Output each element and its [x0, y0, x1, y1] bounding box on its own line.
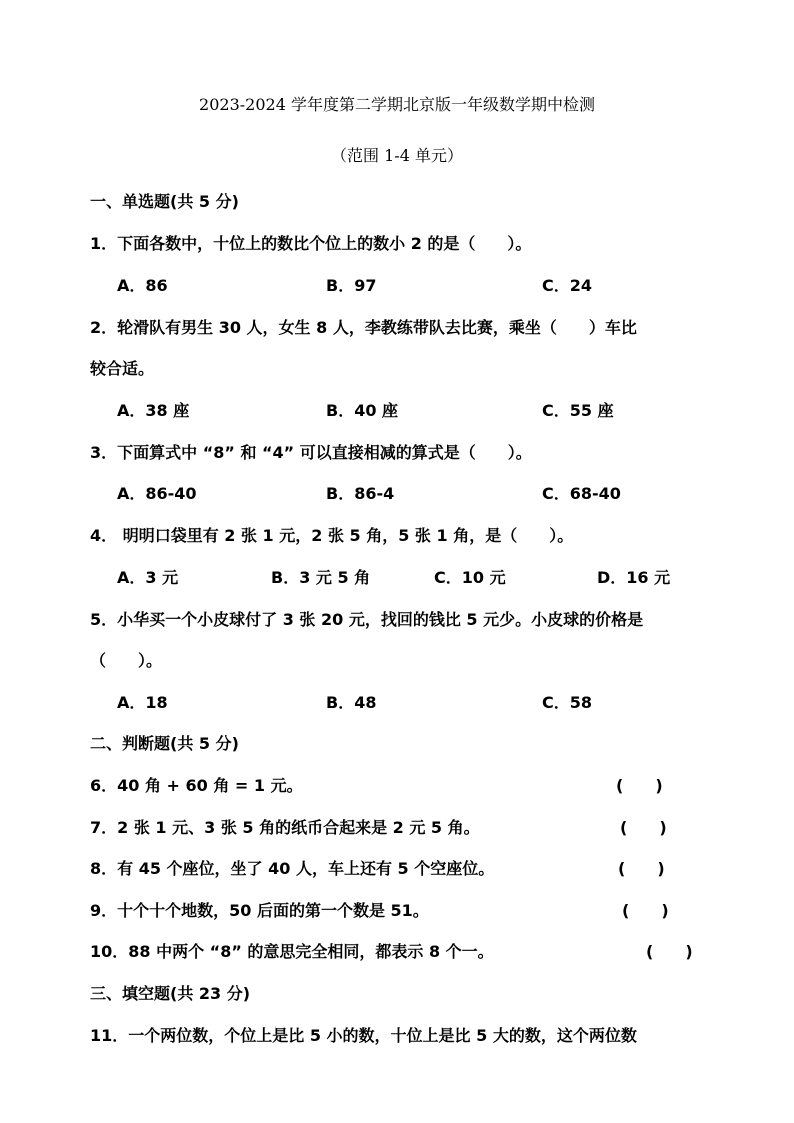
- q5-option-b: B．48: [326, 693, 377, 712]
- q3-option-c: C．68-40: [542, 484, 621, 503]
- question-3: 3．下面算式中 “8” 和 “4” 可以直接相减的算式是（ ）。: [90, 443, 532, 462]
- answer-paren-7: ( ): [620, 818, 667, 837]
- question-2: 2．轮滑队有男生 30 人，女生 8 人，李教练带队去比赛，乘坐（ ）车比: [90, 318, 637, 337]
- question-11: 11．一个两位数，个位上是比 5 小的数，十位上是比 5 大的数，这个两位数: [90, 1026, 637, 1045]
- answer-paren-8: ( ): [618, 859, 665, 878]
- answer-paren-10: ( ): [646, 942, 693, 961]
- q3-option-b: B．86-4: [326, 484, 395, 503]
- question-1: 1．下面各数中，十位上的数比个位上的数小 2 的是（ ）。: [90, 234, 532, 253]
- q1-option-b: B．97: [326, 276, 377, 295]
- section-heading-single-choice: 一、单选题(共 5 分): [90, 192, 239, 211]
- question-10: 10．88 中两个 “8” 的意思完全相同，都表示 8 个一。: [90, 942, 494, 961]
- q1-option-c: C．24: [542, 276, 593, 295]
- q5-option-c: C．58: [542, 693, 593, 712]
- q4-option-d: D．16 元: [597, 568, 671, 587]
- q4-option-c: C．10 元: [434, 568, 506, 587]
- section-heading-true-false: 二、判断题(共 5 分): [90, 734, 239, 753]
- q2-option-b: B．40 座: [326, 401, 399, 420]
- q1-option-a: A．86: [117, 276, 168, 295]
- question-6: 6．40 角 + 60 角 = 1 元。: [90, 776, 303, 795]
- q2-option-a: A．38 座: [117, 401, 190, 420]
- q2-option-c: C．55 座: [542, 401, 614, 420]
- question-5-continued: （ ）。: [90, 651, 163, 670]
- section-heading-fill-blank: 三、填空题(共 23 分): [90, 984, 251, 1003]
- q3-option-a: A．86-40: [117, 484, 197, 503]
- exam-title: 2023-2024 学年度第二学期北京版一年级数学期中检测: [199, 95, 595, 114]
- answer-paren-9: ( ): [622, 901, 669, 920]
- question-9: 9．十个十个地数，50 后面的第一个数是 51。: [90, 901, 429, 920]
- question-5: 5．小华买一个小皮球付了 3 张 20 元，找回的钱比 5 元少。小皮球的价格是: [90, 610, 644, 629]
- question-7: 7．2 张 1 元、3 张 5 角的纸币合起来是 2 元 5 角。: [90, 818, 480, 837]
- answer-paren-6: ( ): [616, 776, 663, 795]
- q5-option-a: A．18: [117, 693, 168, 712]
- question-8: 8．有 45 个座位，坐了 40 人，车上还有 5 个空座位。: [90, 859, 495, 878]
- question-2-continued: 较合适。: [90, 359, 155, 378]
- exam-subtitle: （范围 1-4 单元）: [331, 146, 463, 165]
- q4-option-a: A．3 元: [117, 568, 179, 587]
- q4-option-b: B．3 元 5 角: [271, 568, 371, 587]
- question-4: 4． 明明口袋里有 2 张 1 元，2 张 5 角，5 张 1 角，是（ ）。: [90, 526, 574, 545]
